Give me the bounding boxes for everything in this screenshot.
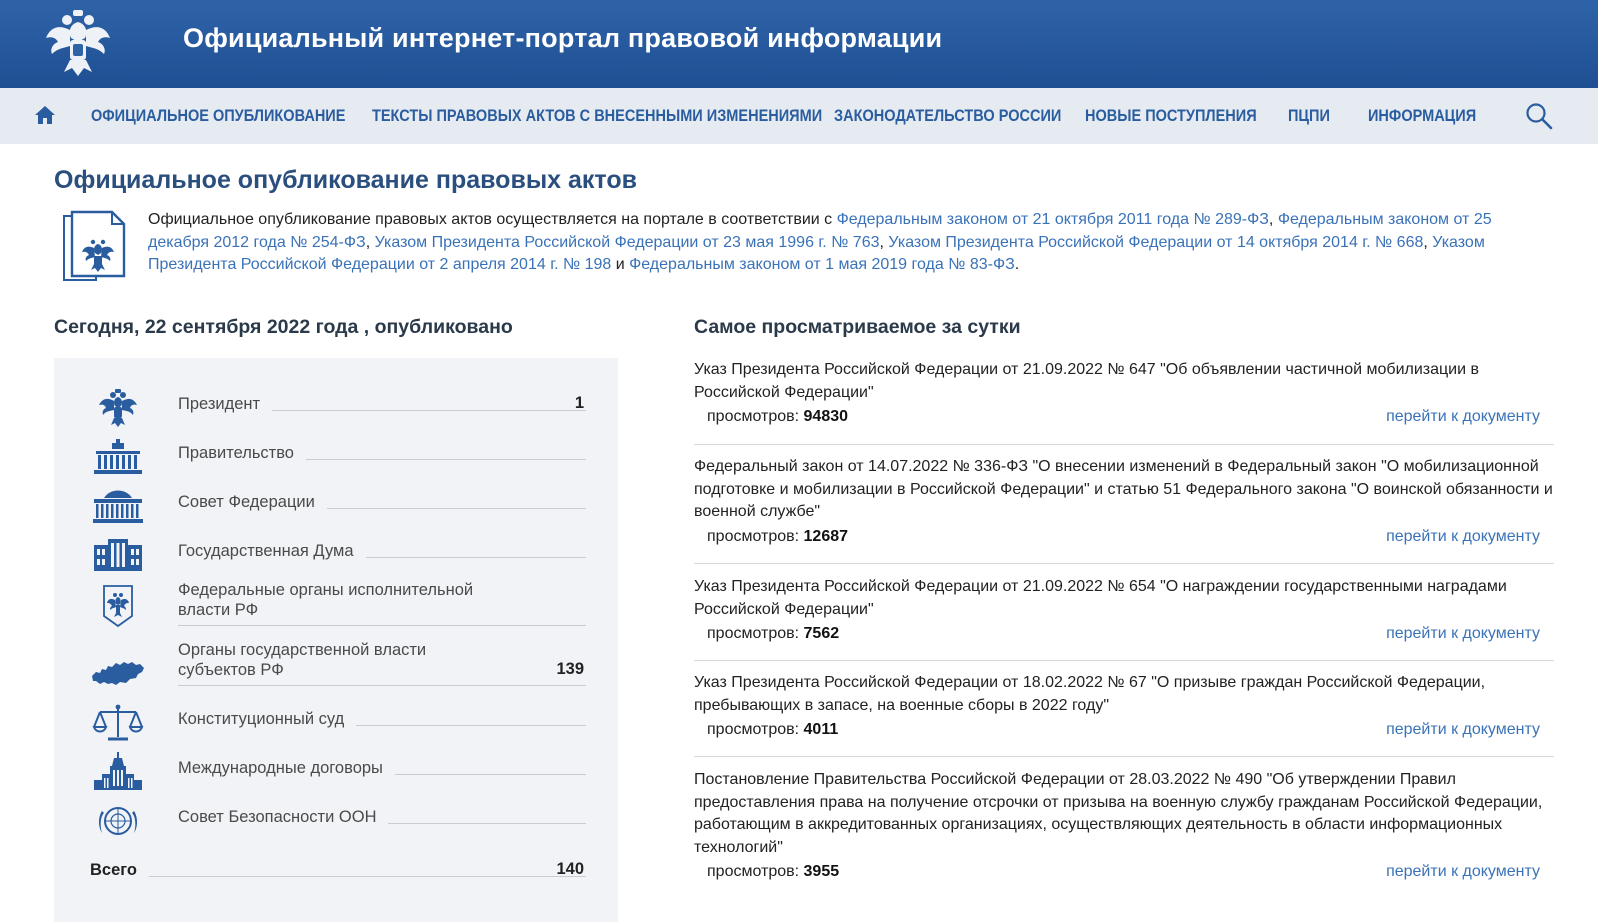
nav-information[interactable]: ИНФОРМАЦИЯ — [1368, 107, 1477, 125]
popular-item-title[interactable]: Постановление Правительства Российской Федерации от 28.03.2022 № 490 "Об утверждении Правил предоставления права на получение отсрочки от призыва на военную службу гражданам Российской Федерации, работающим в аккредитованных организациях, осуществляющих деятельность в области информационных технологий" — [694, 771, 1543, 856]
go-to-document-link[interactable]: перейти к документу — [1386, 527, 1540, 545]
stat-row-federation-council[interactable] — [54, 482, 618, 530]
popular-item-views — [707, 719, 1554, 741]
stat-row-president[interactable] — [54, 384, 618, 432]
go-to-document-link[interactable]: перейти к документу — [1386, 408, 1540, 425]
stat-row-leader-line — [178, 625, 586, 626]
duma-building-icon — [90, 535, 146, 575]
stat-label: Совет Безопасности ООН — [178, 807, 388, 827]
go-to-document-link[interactable]: перейти к документу — [1386, 625, 1540, 642]
most-viewed-heading: Самое просматриваемое за сутки — [694, 316, 1021, 338]
popular-item-title[interactable]: Указ Президента Российской Федерации от 21.09.2022 № 654 "О награждении государственными наградами Российской Федерации" — [694, 578, 1507, 618]
stat-row-leader-line — [178, 685, 586, 686]
nav-pcpi[interactable]: ПЦПИ — [1288, 107, 1330, 125]
intro-text-end: . — [1014, 256, 1020, 273]
stat-label: Международные договоры — [178, 758, 395, 778]
popular-item-views — [707, 406, 1554, 428]
popular-item-title[interactable]: Указ Президента Российской Федерации от 18.02.2022 № 67 "О призыве граждан Российской Федерации, пребывающих в запасе, на военные сборы в 2022 году" — [694, 674, 1486, 714]
stat-row-state-duma[interactable] — [54, 531, 618, 579]
total-label: Всего — [90, 860, 149, 880]
un-emblem-icon — [90, 801, 146, 841]
intro-separator: , — [1423, 233, 1433, 251]
emblem-shield-icon — [90, 584, 146, 628]
federation-council-building-icon — [90, 486, 146, 526]
stat-row-international-treaties[interactable] — [54, 748, 618, 796]
stat-row-total — [54, 854, 618, 902]
mfa-building-icon — [90, 752, 146, 792]
stat-label: Президент — [178, 394, 272, 414]
views-label: просмотров: — [707, 408, 804, 425]
divider — [694, 660, 1554, 661]
russia-map-icon — [90, 654, 146, 694]
intro-link-law-83[interactable]: Федеральным законом от 1 мая 2019 года № 83-ФЗ — [629, 256, 1015, 273]
popular-item-views — [707, 526, 1554, 548]
today-stats-panel — [54, 358, 618, 922]
eagle-icon — [90, 388, 146, 428]
nav-russian-legislation[interactable]: ЗАКОНОДАТЕЛЬСТВО РОССИИ — [834, 107, 1062, 125]
intro-link-law-254[interactable]: Федеральным законом от 25 декабря 2012 года № 254-ФЗ — [148, 211, 1492, 251]
intro-link-decree-668[interactable]: Указом Президента Российской Федерации от 14 октября 2014 г. № 668 — [888, 233, 1424, 251]
intro-link-law-289[interactable]: Федеральным законом от 21 октября 2011 года № 289-ФЗ — [836, 211, 1269, 228]
government-building-icon — [90, 437, 146, 477]
go-to-document-link[interactable]: перейти к документу — [1386, 863, 1540, 880]
views-count: 7562 — [803, 625, 840, 642]
today-heading: Сегодня, 22 сентября 2022 года , опубликовано — [54, 316, 513, 338]
stat-label: Конституционный суд — [178, 709, 356, 729]
site-header — [0, 0, 1598, 88]
popular-item — [694, 359, 1554, 428]
intro-text: Официальное опубликование правовых актов осуществляется на портале в соответствии с — [148, 211, 837, 228]
nav-official-publication[interactable]: ОФИЦИАЛЬНОЕ ОПУБЛИКОВАНИЕ — [91, 107, 346, 125]
scales-icon — [90, 703, 146, 743]
site-title[interactable]: Официальный интернет-портал правовой информации — [183, 23, 943, 53]
stat-label: Органы государственной власти субъектов РФ — [178, 640, 460, 680]
views-label: просмотров: — [707, 625, 804, 642]
stat-count: 139 — [556, 660, 584, 678]
views-count: 94830 — [803, 408, 849, 425]
views-count: 4011 — [803, 721, 839, 738]
popular-item — [694, 769, 1554, 883]
stat-label: Федеральные органы исполнительной власти РФ — [178, 580, 490, 620]
views-label: просмотров: — [707, 721, 804, 738]
coat-of-arms-logo[interactable] — [42, 8, 114, 80]
views-label: просмотров: — [707, 863, 804, 880]
stat-label: Государственная Дума — [178, 541, 366, 561]
divider — [694, 444, 1554, 445]
stat-row-regional-authorities[interactable] — [54, 640, 618, 702]
popular-item — [694, 576, 1554, 645]
intro-paragraph — [148, 209, 1538, 277]
popular-item — [694, 456, 1554, 548]
intro-separator: и — [611, 256, 630, 273]
nav-new-arrivals[interactable]: НОВЫЕ ПОСТУПЛЕНИЯ — [1085, 107, 1257, 125]
stat-row-leader-line — [90, 876, 586, 877]
stat-row-federal-executive-bodies[interactable] — [54, 580, 618, 642]
intro-link-decree-763[interactable]: Указом Президента Российской Федерации от 23 мая 1996 г. № 763 — [374, 233, 880, 251]
intro-separator: , — [365, 233, 375, 251]
intro-separator: , — [1268, 211, 1278, 228]
popular-item-views — [707, 861, 1554, 883]
stat-row-un-security-council[interactable] — [54, 797, 618, 845]
main-nav — [0, 88, 1598, 144]
intro-link-decree-198[interactable]: Указом Президента Российской Федерации от 2 апреля 2014 г. № 198 — [148, 233, 1485, 273]
popular-item-title[interactable]: Указ Президента Российской Федерации от 21.09.2022 № 647 "Об объявлении частичной мобилизации в Российской Федерации" — [694, 361, 1479, 401]
stat-count: 1 — [574, 394, 584, 412]
stat-label: Правительство — [178, 443, 306, 463]
views-count: 12687 — [803, 527, 849, 545]
stat-row-constitutional-court[interactable] — [54, 699, 618, 747]
views-count: 3955 — [803, 863, 840, 880]
divider — [694, 756, 1554, 757]
home-icon[interactable] — [34, 104, 56, 126]
views-label: просмотров: — [707, 527, 804, 545]
go-to-document-link[interactable]: перейти к документу — [1386, 721, 1540, 738]
divider — [694, 563, 1554, 564]
page-title: Официальное опубликование правовых актов — [54, 166, 637, 194]
popular-item — [694, 672, 1554, 741]
stat-row-government[interactable] — [54, 433, 618, 481]
popular-item-title[interactable]: Федеральный закон от 14.07.2022 № 336-ФЗ "О внесении изменений в Федеральный закон "О мобилизационной подготовке и мобилизации в Российской Федерации" и статью 51 Федерального закона "О воинской обязанности и военной службе" — [694, 458, 1553, 520]
popular-item-views — [707, 623, 1554, 645]
nav-amended-texts[interactable]: ТЕКСТЫ ПРАВОВЫХ АКТОВ С ВНЕСЕННЫМИ ИЗМЕНЕНИЯМИ — [372, 107, 823, 125]
official-document-icon — [60, 210, 130, 284]
search-icon[interactable] — [1525, 102, 1553, 130]
total-count: 140 — [556, 860, 584, 878]
stat-label: Совет Федерации — [178, 492, 327, 512]
intro-separator: , — [879, 233, 889, 251]
